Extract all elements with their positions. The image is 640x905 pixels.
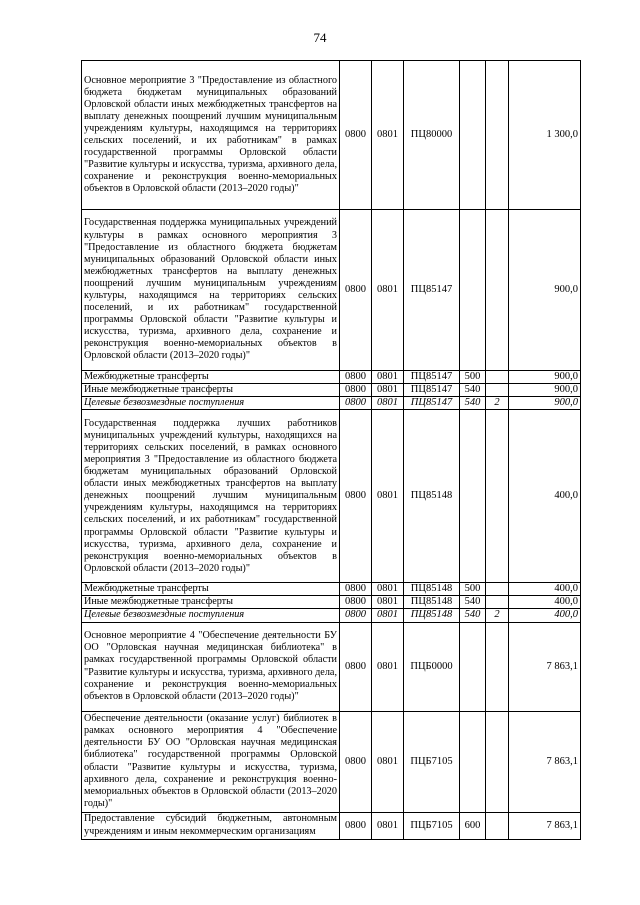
row-name-cell: Межбюджетные трансферты xyxy=(82,583,340,596)
row-name-cell: Межбюджетные трансферты xyxy=(82,371,340,384)
row-expense-type-cell: 540 xyxy=(460,384,486,397)
row-name-cell: Государственная поддержка муниципальных учреждений культуры в рамках основного мероприятия 3 "Предоставление из областного бюджета бюджетам муниципальных образований Орловской области иных межбюджетных трансфертов на выплату денежных поощрений лучшим муниципальным учреждениям культуры, находящимся на территориях сельских поселений, и их работникам" государственной программы Орловской области "Развитие культуры и искусства, туризма, архивного дела, сохранение и реконструкция военно-мемориальных объектов в Орловской области (2013–2020 годы)" xyxy=(82,210,340,371)
row-target-article-cell: ПЦ85147 xyxy=(404,371,460,384)
row-amount-cell: 7 863,1 xyxy=(509,812,581,839)
row-amount-cell: 400,0 xyxy=(509,609,581,622)
row-name-cell: Целевые безвозмездные поступления xyxy=(82,397,340,410)
row-section-cell: 0800 xyxy=(340,596,372,609)
row-section-cell: 0800 xyxy=(340,371,372,384)
row-target-article-cell: ПЦБ0000 xyxy=(404,622,460,711)
row-amount-cell: 400,0 xyxy=(509,410,581,583)
table-row xyxy=(82,371,581,384)
row-expense-type-cell xyxy=(460,711,486,812)
row-name-cell: Предоставление субсидий бюджетным, автономным учреждениям и иным некоммерческим организациям xyxy=(82,812,340,839)
table-row xyxy=(82,61,581,210)
row-subsection-cell: 0801 xyxy=(372,371,404,384)
row-source-cell xyxy=(486,371,509,384)
row-subsection-cell: 0801 xyxy=(372,609,404,622)
row-amount-cell: 900,0 xyxy=(509,397,581,410)
row-name-cell: Иные межбюджетные трансферты xyxy=(82,384,340,397)
row-subsection-cell: 0801 xyxy=(372,711,404,812)
row-subsection-cell: 0801 xyxy=(372,596,404,609)
row-expense-type-cell xyxy=(460,61,486,210)
table-body xyxy=(82,61,581,840)
row-expense-type-cell: 600 xyxy=(460,812,486,839)
row-amount-cell: 7 863,1 xyxy=(509,622,581,711)
row-amount-cell: 900,0 xyxy=(509,210,581,371)
row-expense-type-cell: 500 xyxy=(460,583,486,596)
row-source-cell: 2 xyxy=(486,609,509,622)
row-expense-type-cell xyxy=(460,410,486,583)
row-subsection-cell: 0801 xyxy=(372,583,404,596)
row-expense-type-cell xyxy=(460,210,486,371)
row-source-cell: 2 xyxy=(486,397,509,410)
row-source-cell xyxy=(486,384,509,397)
table-row xyxy=(82,583,581,596)
row-section-cell: 0800 xyxy=(340,384,372,397)
table-row xyxy=(82,384,581,397)
row-section-cell: 0800 xyxy=(340,397,372,410)
row-target-article-cell: ПЦ80000 xyxy=(404,61,460,210)
row-name-cell: Обеспечение деятельности (оказание услуг) библиотек в рамках основного мероприятия 4 "Обеспечение деятельности БУ ОО "Орловская научная медицинская библиотека" государственной программы Орловской области "Развитие культуры и искусства, туризма, архивного дела, сохранение и реконструкция военно-мемориальных объектов в Орловской области (2013–2020 годы)" xyxy=(82,711,340,812)
budget-table xyxy=(81,60,581,840)
row-source-cell xyxy=(486,583,509,596)
row-target-article-cell: ПЦ85148 xyxy=(404,596,460,609)
row-name-cell: Основное мероприятие 3 "Предоставление из областного бюджета бюджетам муниципальных образований Орловской области иных межбюджетных трансфертов на выплату денежных поощрений лучшим муниципальным учреждениям культуры, находящимся на территориях сельских поселений, и их работникам" в рамках государственной программы Орловской области "Развитие культуры и искусства, туризма, архивного дела, сохранение и реконструкция военно-мемориальных объектов в Орловской области (2013–2020 годы)" xyxy=(82,61,340,210)
row-subsection-cell: 0801 xyxy=(372,384,404,397)
row-target-article-cell: ПЦ85148 xyxy=(404,410,460,583)
table-row xyxy=(82,812,581,839)
page-number: 74 xyxy=(313,30,327,45)
row-source-cell xyxy=(486,596,509,609)
row-expense-type-cell: 540 xyxy=(460,596,486,609)
row-name-cell: Целевые безвозмездные поступления xyxy=(82,609,340,622)
row-expense-type-cell xyxy=(460,622,486,711)
row-expense-type-cell: 500 xyxy=(460,371,486,384)
table-row xyxy=(82,622,581,711)
row-amount-cell: 900,0 xyxy=(509,371,581,384)
row-amount-cell: 7 863,1 xyxy=(509,711,581,812)
row-subsection-cell: 0801 xyxy=(372,210,404,371)
row-name-cell: Основное мероприятие 4 "Обеспечение деятельности БУ ОО "Орловская научная медицинская библиотека" в рамках государственной программы Орловской области "Развитие культуры и искусства, туризма, архивного дела, сохранение и реконструкция военно-мемориальных объектов в Орловской области (2013–2020 годы)" xyxy=(82,622,340,711)
row-source-cell xyxy=(486,210,509,371)
row-source-cell xyxy=(486,61,509,210)
row-section-cell: 0800 xyxy=(340,622,372,711)
row-section-cell: 0800 xyxy=(340,812,372,839)
row-subsection-cell: 0801 xyxy=(372,410,404,583)
row-expense-type-cell: 540 xyxy=(460,609,486,622)
row-target-article-cell: ПЦБ7105 xyxy=(404,812,460,839)
row-section-cell: 0800 xyxy=(340,210,372,371)
row-name-cell: Государственная поддержка лучших работников муниципальных учреждений культуры, находящихся на территориях сельских поселений, в рамках основного мероприятия 3 "Предоставление из областного бюджета бюджетам муниципальных образований Орловской области иных межбюджетных трансфертов на выплату денежных поощрений лучшим муниципальным учреждениям культуры, находящимся на территориях сельских поселений, и их работникам" государственной программы Орловской области "Развитие культуры и искусства, туризма, архивного дела, сохранение и реконструкция военно-мемориальных объектов в Орловской области (2013–2020 годы)" xyxy=(82,410,340,583)
row-section-cell: 0800 xyxy=(340,609,372,622)
row-source-cell xyxy=(486,812,509,839)
row-amount-cell: 400,0 xyxy=(509,596,581,609)
table-row xyxy=(82,210,581,371)
row-amount-cell: 900,0 xyxy=(509,384,581,397)
row-subsection-cell: 0801 xyxy=(372,622,404,711)
row-target-article-cell: ПЦ85148 xyxy=(404,609,460,622)
table-row xyxy=(82,711,581,812)
row-subsection-cell: 0801 xyxy=(372,61,404,210)
row-source-cell xyxy=(486,410,509,583)
row-amount-cell: 1 300,0 xyxy=(509,61,581,210)
row-subsection-cell: 0801 xyxy=(372,812,404,839)
table-row xyxy=(82,609,581,622)
row-target-article-cell: ПЦ85148 xyxy=(404,583,460,596)
row-section-cell: 0800 xyxy=(340,410,372,583)
row-target-article-cell: ПЦ85147 xyxy=(404,384,460,397)
table-row xyxy=(82,410,581,583)
row-section-cell: 0800 xyxy=(340,61,372,210)
row-expense-type-cell: 540 xyxy=(460,397,486,410)
row-target-article-cell: ПЦБ7105 xyxy=(404,711,460,812)
row-target-article-cell: ПЦ85147 xyxy=(404,397,460,410)
row-source-cell xyxy=(486,711,509,812)
row-source-cell xyxy=(486,622,509,711)
row-section-cell: 0800 xyxy=(340,711,372,812)
row-subsection-cell: 0801 xyxy=(372,397,404,410)
row-name-cell: Иные межбюджетные трансферты xyxy=(82,596,340,609)
table-row xyxy=(82,397,581,410)
table-row xyxy=(82,596,581,609)
row-section-cell: 0800 xyxy=(340,583,372,596)
row-target-article-cell: ПЦ85147 xyxy=(404,210,460,371)
row-amount-cell: 400,0 xyxy=(509,583,581,596)
